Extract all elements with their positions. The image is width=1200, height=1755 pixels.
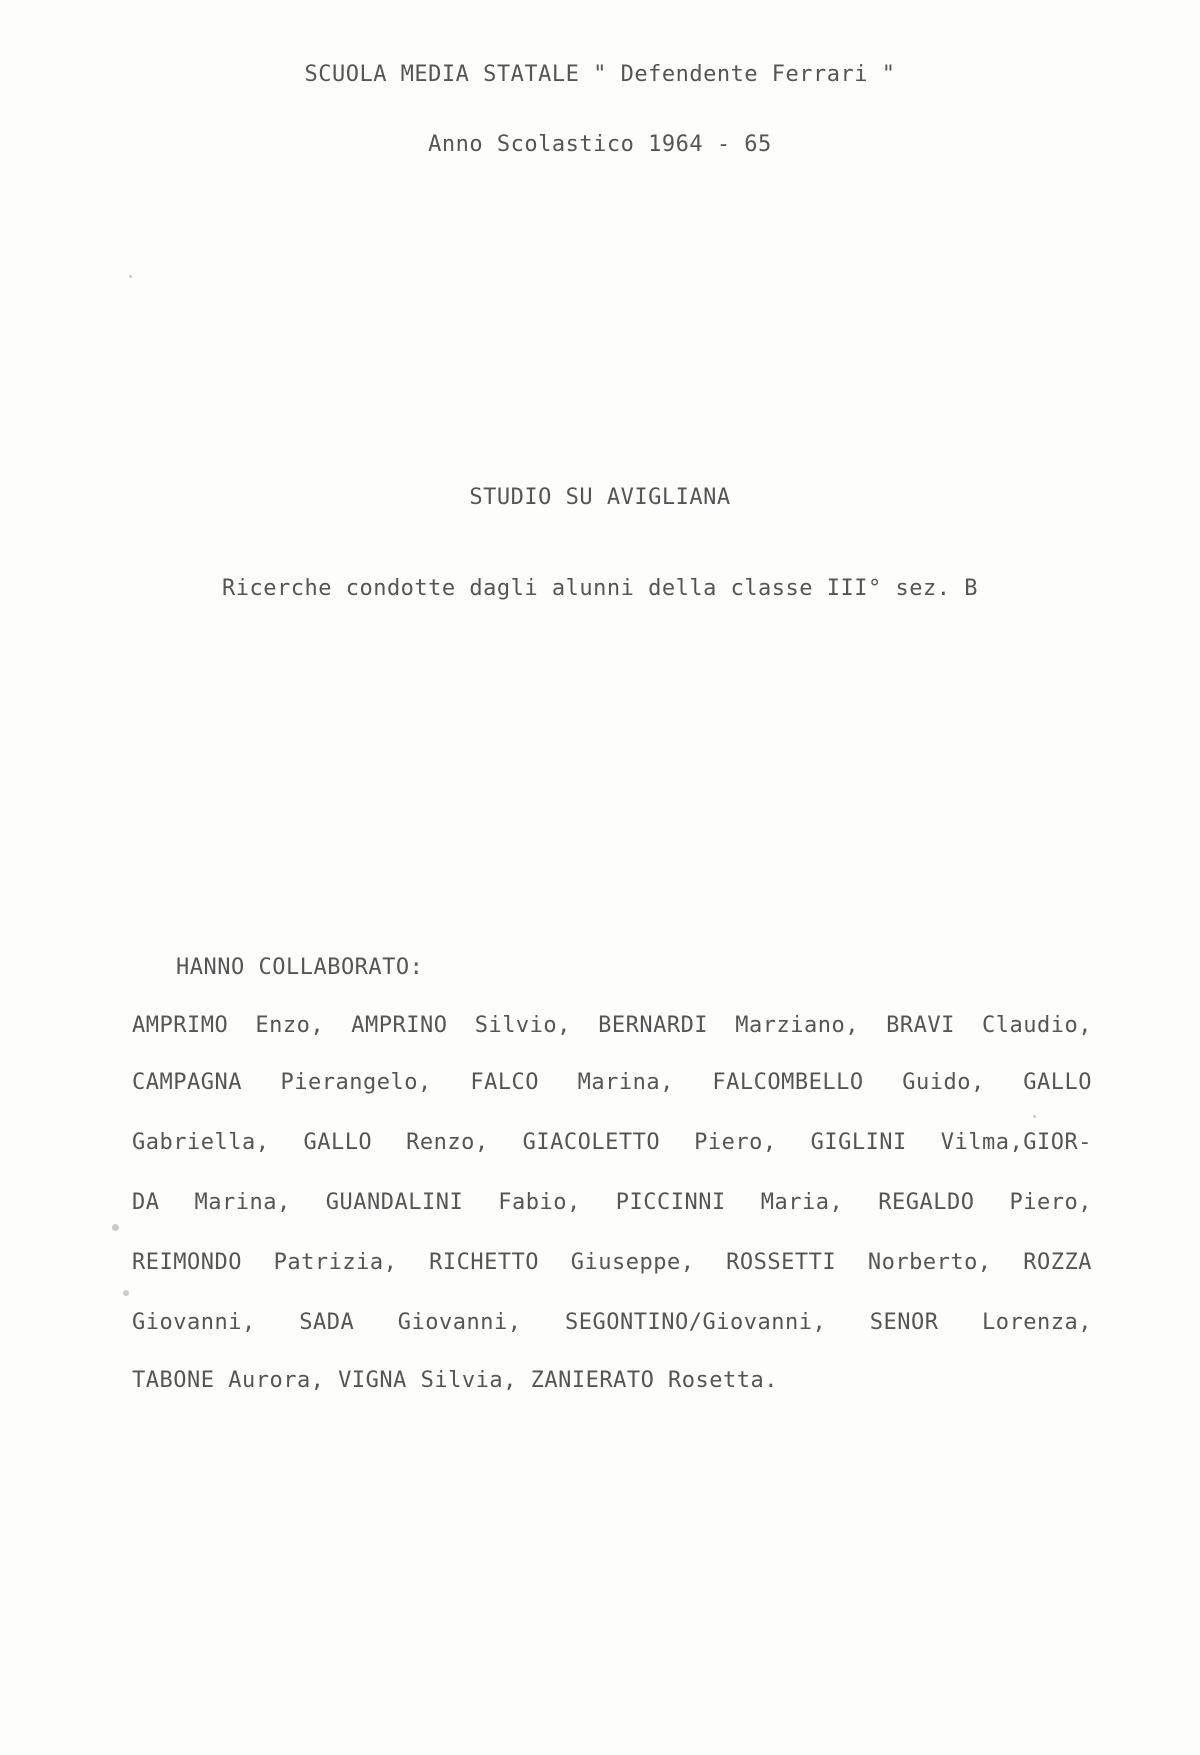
contributors-heading: HANNO COLLABORATO: — [176, 955, 424, 980]
paper-speck — [129, 275, 132, 278]
document-subtitle: Ricerche condotte dagli alunni della classe III° sez. B — [222, 576, 978, 601]
contributors-line: Gabriella, GALLO Renzo, GIACOLETTO Piero, GIGLINI Vilma,GIOR- — [132, 1130, 1092, 1155]
paper-speck — [123, 1290, 129, 1296]
contributors-line: AMPRIMO Enzo, AMPRINO Silvio, BERNARDI Marziano, BRAVI Claudio, — [132, 1013, 1092, 1038]
document-title: STUDIO SU AVIGLIANA — [469, 485, 731, 510]
school-name: SCUOLA MEDIA STATALE " Defendente Ferrari " — [304, 62, 896, 87]
contributors-line: DA Marina, GUANDALINI Fabio, PICCINNI Maria, REGALDO Piero, — [132, 1190, 1092, 1215]
paper-speck — [112, 1224, 119, 1231]
school-year: Anno Scolastico 1964 - 65 — [428, 132, 772, 157]
contributors-line: REIMONDO Patrizia, RICHETTO Giuseppe, ROSSETTI Norberto, ROZZA — [132, 1250, 1092, 1275]
paper-speck — [1033, 1115, 1036, 1118]
contributors-line: CAMPAGNA Pierangelo, FALCO Marina, FALCOMBELLO Guido, GALLO — [132, 1070, 1092, 1095]
contributors-line: TABONE Aurora, VIGNA Silvia, ZANIERATO Rosetta. — [132, 1368, 779, 1393]
contributors-line: Giovanni, SADA Giovanni, SEGONTINO/Giovanni, SENOR Lorenza, — [132, 1310, 1092, 1335]
